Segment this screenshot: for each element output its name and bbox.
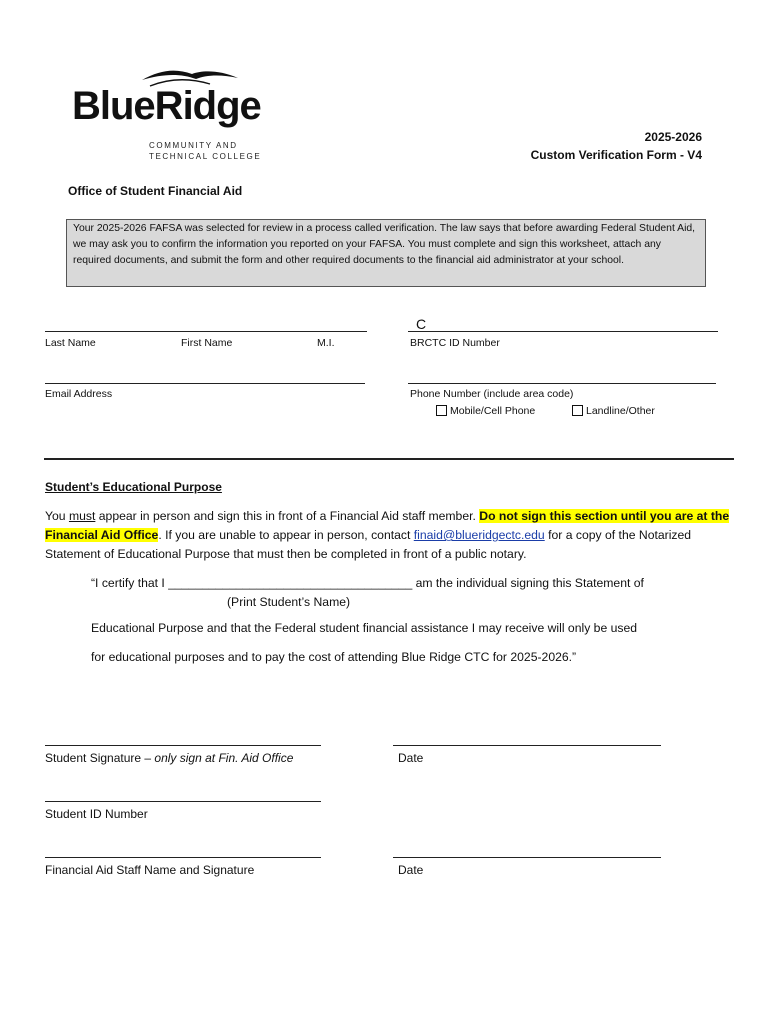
name-field-line[interactable] (45, 331, 367, 332)
finaid-email-link[interactable]: finaid@blueridgectc.edu (413, 528, 545, 542)
staff-signature-label: Financial Aid Staff Name and Signature (45, 863, 255, 877)
last-name-label: Last Name (45, 337, 96, 349)
purpose-instructions: You must appear in person and sign this in front of a Financial Aid staff member. Do not sign this section until you are at the Financial Aid Office. If you are unable to appear in person, contact finaid@blueridgectc.edu for a copy of the Notarized Statement of Educational Purpose that must then be completed in front of a public notary. (45, 509, 730, 561)
date-label-1: Date (398, 751, 424, 765)
email-field-line[interactable] (45, 383, 365, 384)
landline-option[interactable]: Landline/Other (572, 405, 655, 417)
section-divider (44, 458, 734, 460)
brctc-id-label: BRCTC ID Number (410, 337, 500, 349)
first-name-label: First Name (181, 337, 233, 349)
certify-line-2: Educational Purpose and that the Federal student financial assistance I may receive will only be used (91, 621, 638, 635)
staff-signature-line[interactable] (45, 857, 321, 858)
form-title: Custom Verification Form - V4 (530, 148, 702, 162)
student-id-line[interactable] (45, 801, 321, 802)
mi-label: M.I. (317, 337, 335, 349)
certify-line: “I certify that I ____________________________________ am the individual signing this Statement of (91, 576, 644, 590)
landline-checkbox[interactable] (572, 405, 583, 416)
student-signature-label: Student Signature – only sign at Fin. Aid Office (45, 751, 294, 765)
student-id-label: Student ID Number (45, 807, 148, 821)
email-label: Email Address (45, 388, 113, 400)
form-header (531, 128, 702, 164)
print-name-caption: (Print Student’s Name) (227, 595, 351, 609)
phone-label: Phone Number (include area code) (410, 388, 574, 400)
purpose-section-title: Student’s Educational Purpose (45, 480, 222, 494)
college-logo-wordmark: BlueRidge (72, 84, 261, 128)
student-signature-line[interactable] (45, 745, 321, 746)
id-prefix: C (416, 316, 427, 332)
verification-notice: Your 2025-2026 FAFSA was selected for review in a process called verification. The law says that before awarding Federal Student Aid, we may ask you to confirm the information you reported on your FAFSA. You must complete and sign this worksheet, attach any required documents, and submit the form and other required documents to the financial aid administrator at your school. (66, 219, 706, 287)
mobile-checkbox[interactable] (436, 405, 447, 416)
date-label-2: Date (398, 863, 424, 877)
mobile-option[interactable]: Mobile/Cell Phone (436, 405, 535, 417)
college-logo-subtitle: COMMUNITY AND TECHNICAL COLLEGE (149, 141, 262, 161)
office-title: Office of Student Financial Aid (68, 184, 243, 198)
brctc-id-field-line[interactable] (408, 331, 718, 332)
date-line-2[interactable] (393, 857, 661, 858)
date-line-1[interactable] (393, 745, 661, 746)
phone-field-line[interactable] (408, 383, 716, 384)
form-year: 2025-2026 (644, 130, 702, 144)
certify-line-3: for educational purposes and to pay the cost of attending Blue Ridge CTC for 2025-2026.” (91, 650, 577, 664)
highlight-warning: Do not sign this section until you are at the Financial Aid Office (45, 509, 730, 542)
